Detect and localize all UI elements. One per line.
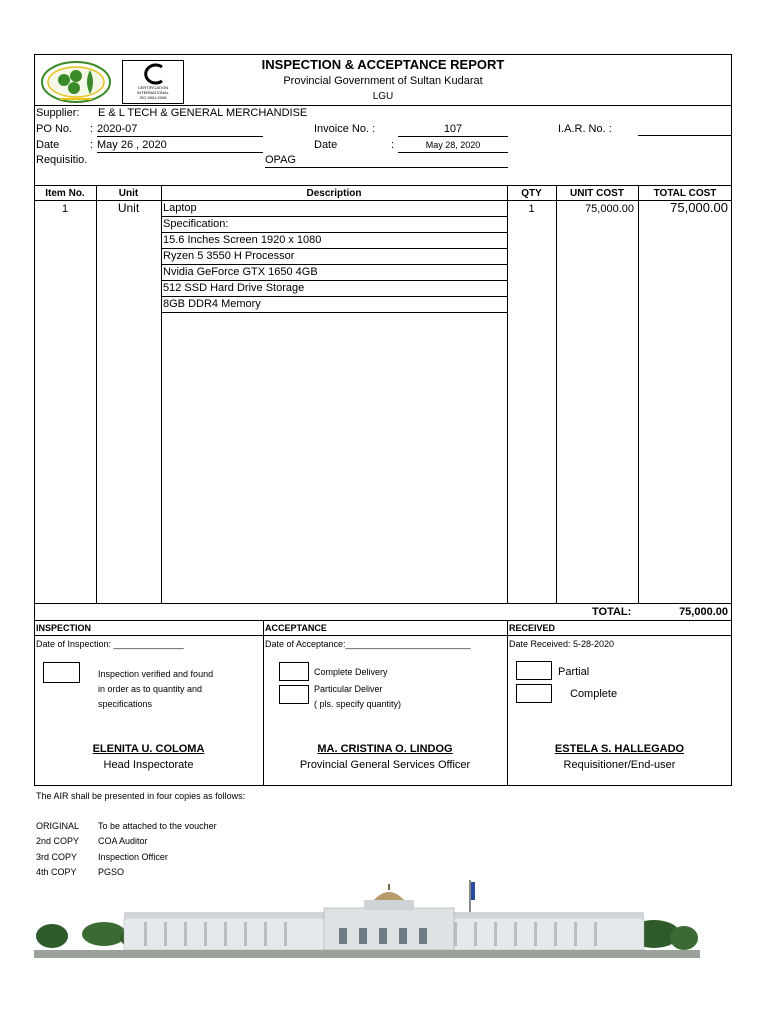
description-line: Specification:: [163, 218, 229, 230]
qty-cell: 1: [528, 203, 535, 215]
inspection-check-line: Inspection verified and found: [98, 669, 214, 679]
complete-delivery-checkbox[interactable]: [279, 662, 309, 681]
report-office: LGU: [372, 91, 394, 102]
partial-label: Partial: [558, 666, 590, 678]
invoice-label: Invoice No. :: [314, 123, 376, 135]
particular-delivery-label: Particular Deliver: [314, 684, 383, 694]
inspection-position: Head Inspectorate: [103, 759, 194, 771]
copy-label: 3rd COPY: [36, 852, 78, 862]
copies-note: The AIR shall be presented in four copies as follows:: [36, 791, 246, 801]
po-label: PO No.: [36, 123, 73, 135]
inspection-date: Date of Inspection: ______________: [36, 639, 184, 649]
total-label: TOTAL:: [592, 606, 632, 618]
particular-delivery-note: ( pls. specify quantity): [314, 699, 402, 709]
col-header-qty: QTY: [521, 188, 542, 199]
capitol-building-image: [34, 878, 700, 958]
date-value: May 26 , 2020: [97, 138, 263, 153]
requisition-value: OPAG: [265, 154, 296, 166]
partial-checkbox[interactable]: [516, 661, 552, 680]
invoice-value: 107: [398, 122, 508, 137]
iar-value: [638, 122, 732, 136]
description-line: Ryzen 5 3550 H Processor: [163, 250, 295, 262]
po-value: 2020-07: [97, 122, 263, 137]
col-header-unit-cost: UNIT COST: [570, 188, 624, 199]
received-position: Requisitioner/End-user: [563, 759, 676, 771]
unit-cost-cell: 75,000.00: [585, 203, 634, 215]
date2-colon: :: [391, 139, 395, 151]
date2-value: May 28, 2020: [398, 139, 508, 153]
requisition-label: Requisitio.: [36, 154, 88, 166]
copy-label: 4th COPY: [36, 867, 77, 877]
copy-desc: COA Auditor: [98, 836, 148, 846]
col-header-item-no: Item No.: [45, 188, 85, 199]
date-colon: :: [90, 139, 94, 151]
po-colon: :: [90, 123, 94, 135]
report-title: INSPECTION & ACCEPTANCE REPORT: [261, 57, 505, 72]
inspection-verified-checkbox[interactable]: [43, 662, 80, 683]
supplier-label: Supplier:: [36, 107, 80, 119]
inspection-check-line: specifications: [98, 699, 153, 709]
received-heading: RECEIVED: [509, 623, 556, 633]
description-line: Laptop: [163, 202, 197, 214]
copy-desc: To be attached to the voucher: [98, 821, 217, 831]
complete-checkbox[interactable]: [516, 684, 552, 703]
acceptance-signatory: MA. CRISTINA O. LINDOG: [317, 743, 453, 755]
complete-delivery-label: Complete Delivery: [314, 667, 388, 677]
cert-logo-line: INTERNATIONAL: [137, 90, 169, 95]
acceptance-date: Date of Acceptance:_________________________: [265, 639, 471, 649]
received-date: Date Received: 5-28-2020: [509, 639, 615, 649]
col-header-description: Description: [306, 188, 362, 199]
copy-label: ORIGINAL: [36, 821, 80, 831]
cert-logo-line: CERTIFICATION: [137, 85, 169, 90]
date2-label: Date: [314, 139, 338, 151]
acceptance-position: Provincial General Services Officer: [299, 759, 471, 771]
received-signatory: ESTELA S. HALLEGADO: [554, 743, 685, 755]
inspection-heading: INSPECTION: [36, 623, 92, 633]
cert-logo-line: ISO 9001:2008: [139, 95, 167, 100]
copy-label: 2nd COPY: [36, 836, 80, 846]
inspection-check-line: in order as to quantity and: [98, 684, 203, 694]
complete-label: Complete: [570, 688, 618, 700]
col-header-unit: Unit: [118, 188, 139, 199]
total-value: 75,000.00: [679, 606, 728, 618]
unit-cell: Unit: [117, 201, 140, 215]
copy-desc: Inspection Officer: [98, 852, 168, 862]
inspection-signatory: ELENITA U. COLOMA: [92, 743, 205, 755]
description-line: Nvidia GeForce GTX 1650 4GB: [163, 266, 318, 278]
copy-desc: PGSO: [98, 867, 125, 877]
description-line: 15.6 Inches Screen 1920 x 1080: [163, 234, 322, 246]
acceptance-heading: ACCEPTANCE: [265, 623, 327, 633]
iar-label: I.A.R. No. :: [558, 123, 612, 135]
report-subtitle: Provincial Government of Sultan Kudarat: [283, 75, 483, 87]
total-cost-cell: 75,000.00: [670, 200, 728, 215]
supplier-value: E & L TECH & GENERAL MERCHANDISE: [98, 107, 308, 119]
date-label: Date: [36, 139, 60, 151]
particular-delivery-checkbox[interactable]: [279, 685, 309, 704]
description-line: 512 SSD Hard Drive Storage: [163, 282, 305, 294]
item-no-cell: 1: [61, 203, 69, 215]
col-header-total-cost: TOTAL COST: [653, 188, 717, 199]
description-line: 8GB DDR4 Memory: [163, 298, 261, 310]
